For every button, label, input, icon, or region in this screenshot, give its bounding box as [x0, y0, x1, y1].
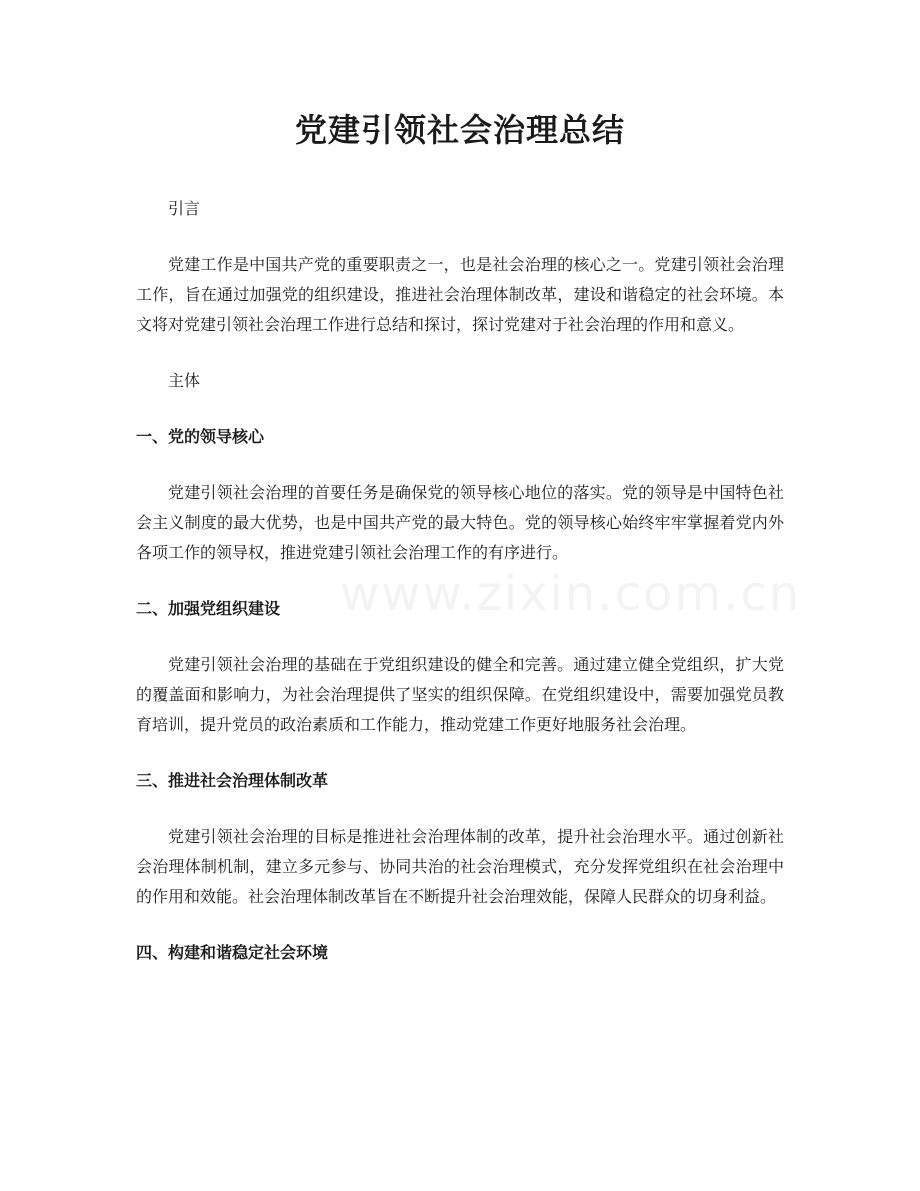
- page-title: 党建引领社会治理总结: [294, 111, 625, 149]
- section-heading-1: 一、党的领导核心: [136, 427, 265, 446]
- section-paragraph-2: 党建引领社会治理的基础在于党组织建设的健全和完善。通过建立健全党组织，扩大党的覆盖面和影响力，为社会治理提供了坚实的组织保障。在党组织建设中，需要加强党员教育培训，提升党员的政治素质和工作能力，推动党建工作更好地服务社会治理。: [136, 655, 784, 734]
- body-label: 主体: [168, 371, 201, 390]
- intro-paragraph: 党建工作是中国共产党的重要职责之一，也是社会治理的核心之一。党建引领社会治理工作，旨在通过加强党的组织建设，推进社会治理体制改革，建设和谐稳定的社会环境。本文将对党建引领社会治理工作进行总结和探讨，探讨党建对于社会治理的作用和意义。: [136, 255, 784, 334]
- watermark: www.zixin.com.cn: [340, 566, 802, 622]
- section-paragraph-1: 党建引领社会治理的首要任务是确保党的领导核心地位的落实。党的领导是中国特色社会主义制度的最大优势，也是中国共产党的最大特色。党的领导核心始终牢牢掌握着党内外各项工作的领导权，推进党建引领社会治理工作的有序进行。: [136, 483, 784, 562]
- intro-label: 引言: [168, 199, 201, 218]
- section-heading-2: 二、加强党组织建设: [136, 599, 281, 618]
- section-heading-4: 四、构建和谐稳定社会环境: [136, 943, 329, 962]
- section-paragraph-3: 党建引领社会治理的目标是推进社会治理体制的改革，提升社会治理水平。通过创新社会治理体制机制，建立多元参与、协同共治的社会治理模式，充分发挥党组织在社会治理中的作用和效能。社会治理体制改革旨在不断提升社会治理效能，保障人民群众的切身利益。: [136, 827, 784, 906]
- section-heading-3: 三、推进社会治理体制改革: [136, 771, 329, 790]
